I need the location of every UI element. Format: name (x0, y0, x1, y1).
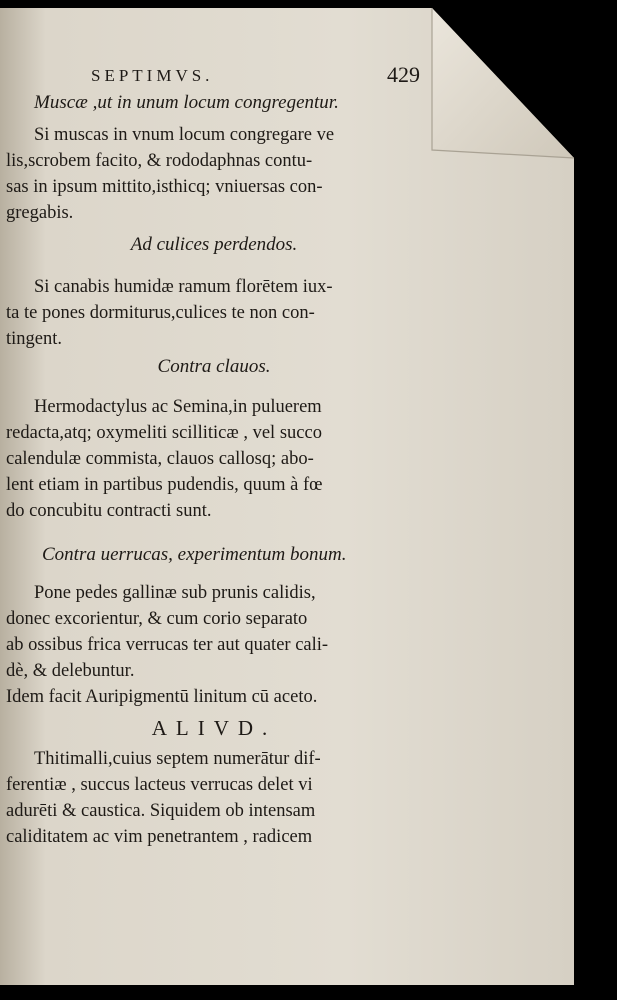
section-heading-aliud: ALIVD. (151, 716, 277, 740)
running-title: SEPTIMVS. (91, 66, 214, 85)
text-line: caliditatem ac vim penetrantem , radicem (6, 827, 313, 847)
text-line: Si canabis humidæ ramum florētem iux- (34, 277, 333, 297)
paragraph-muscae (6, 122, 422, 226)
paragraph-culices (6, 274, 422, 352)
folded-corner (432, 8, 574, 158)
text-line: Hermodactylus ac Semina,in puluerem (34, 397, 322, 417)
text-line: sas in ipsum mittito,isthicq; vniuersas con- (6, 177, 323, 197)
text-line: adurēti & caustica. Siquidem ob intensam (6, 801, 316, 821)
text-line: gregabis. (6, 203, 74, 223)
text-line: dè, & delebuntur. (6, 661, 135, 681)
text-line: Si muscas in vnum locum congregare ve (34, 125, 335, 145)
running-header (6, 62, 422, 92)
page-text (6, 62, 422, 850)
paragraph-aliud (6, 746, 422, 850)
text-line: tingent. (6, 329, 63, 349)
text-line: calendulæ commista, clauos callosq; abo- (6, 449, 314, 469)
paragraph-verrucas (6, 580, 422, 710)
rubric-culices: Ad culices perdendos. (130, 234, 298, 255)
text-line: Pone pedes gallinæ sub prunis calidis, (34, 583, 316, 603)
text-line: ta te pones dormiturus,culices te non con- (6, 303, 315, 323)
paragraph-clauos (6, 394, 422, 524)
rubric-clauos: Contra clauos. (157, 356, 271, 377)
text-line: redacta,atq; oxymeliti scilliticæ , vel succo (6, 423, 322, 443)
text-line: do concubitu contracti sunt. (6, 501, 212, 521)
text-line: donec excorientur, & cum corio separato (6, 609, 308, 629)
text-line: ab ossibus frica verrucas ter aut quater cali- (6, 635, 329, 655)
text-line: Idem facit Auripigmentū linitum cū aceto. (6, 687, 318, 707)
rubric-muscae: Muscæ ,ut in unum locum congregentur. (34, 92, 339, 113)
page-number: 429 (387, 62, 420, 87)
text-line: lis,scrobem facito, & rododaphnas contu- (6, 151, 313, 171)
text-line: Thitimalli,cuius septem numerātur dif- (34, 749, 321, 769)
text-line: lent etiam in partibus pudendis, quum à fœ (6, 475, 323, 495)
rubric-verrucas: Contra uerrucas, experimentum bonum. (42, 544, 347, 565)
text-line: ferentiæ , succus lacteus verrucas delet vi (6, 775, 313, 795)
